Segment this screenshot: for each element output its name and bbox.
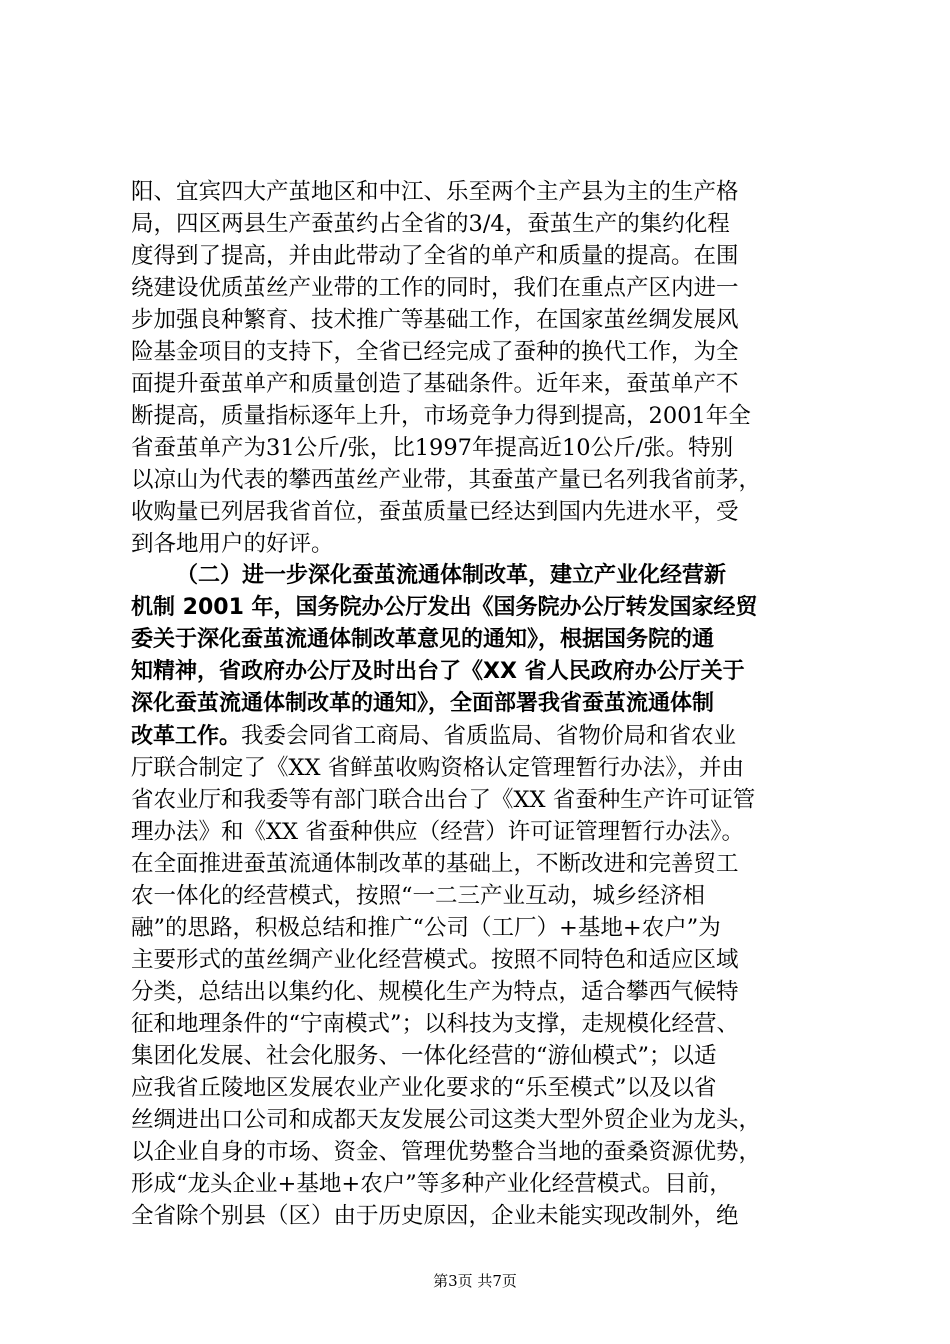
text-line: 省农业厅和我委等有部门联合出台了《XX 省蚕种生产许可证管 bbox=[131, 787, 756, 813]
text-line: 分类，总结出以集约化、规模化生产为特点，适合攀西气候特 bbox=[131, 979, 739, 1005]
text-line: 集团化发展、社会化服务、一体化经营的“游仙模式”；以适 bbox=[131, 1043, 717, 1069]
page-number: 第3页 共7页 bbox=[433, 1272, 517, 1290]
section-heading-line: （二）进一步深化蚕茧流通体制改革，建立产业化经营新 bbox=[176, 563, 727, 588]
text-line: 以企业自身的市场、资金、管理优势整合当地的蚕桑资源优势， bbox=[131, 1139, 762, 1165]
text-line: 农一体化的经营模式，按照“一二三产业互动，城乡经济相 bbox=[131, 883, 706, 909]
text-line: 步加强良种繁育、技术推广等基础工作，在国家茧丝绸发展风 bbox=[131, 307, 739, 333]
text-line: 省蚕茧单产为31公斤/张，比1997年提高近10公斤/张。特别 bbox=[131, 435, 734, 461]
text-line: 形成“龙头企业+基地+农户”等多种产业化经营模式。目前， bbox=[131, 1171, 732, 1197]
bold-text-line: 知精神，省政府办公厅及时出台了《XX 省人民政府办公厅关于 bbox=[131, 659, 745, 684]
page-footer bbox=[0, 1270, 950, 1291]
paragraph-2 bbox=[131, 560, 825, 1232]
text-line: 应我省丘陵地区发展农业产业化要求的“乐至模式”以及以省 bbox=[131, 1075, 717, 1101]
text-line: 理办法》和《XX 省蚕种供应（经营）许可证管理暂行办法》。 bbox=[131, 819, 744, 845]
text-line: 全省除个别县（区）由于历史原因，企业未能实现改制外，绝 bbox=[131, 1203, 739, 1229]
text-line: 到各地用户的好评。 bbox=[131, 531, 334, 557]
bold-fragment: 改革工作。 bbox=[131, 724, 242, 749]
text-line: 阳、宜宾四大产茧地区和中江、乐至两个主产县为主的生产格 bbox=[131, 179, 739, 205]
normal-fragment: 我委会同省工商局、省质监局、省物价局和省农业 bbox=[241, 723, 737, 749]
text-line: 面提升蚕茧单产和质量创造了基础条件。近年来，蚕茧单产不 bbox=[131, 371, 739, 397]
bold-text-line: 委关于深化蚕茧流通体制改革意见的通知》，根据国务院的通 bbox=[131, 627, 715, 652]
text-line: 局，四区两县生产蚕茧约占全省的3/4，蚕茧生产的集约化程 bbox=[131, 211, 730, 237]
text-line: 以凉山为代表的攀西茧丝产业带，其蚕茧产量已名列我省前茅， bbox=[131, 467, 762, 493]
text-line: 在全面推进蚕茧流通体制改革的基础上，不断改进和完善贸工 bbox=[131, 851, 739, 877]
body-text bbox=[131, 176, 825, 1232]
bold-text-line: 机制 2001 年，国务院办公厅发出《国务院办公厅转发国家经贸 bbox=[131, 595, 758, 620]
text-line: 融”的思路，积极总结和推广“公司（工厂）+基地+农户”为 bbox=[131, 915, 721, 941]
text-line: 绕建设优质茧丝产业带的工作的同时，我们在重点产区内进一 bbox=[131, 275, 739, 301]
text-line: 丝绸进出口公司和成都天友发展公司这类大型外贸企业为龙头， bbox=[131, 1107, 762, 1133]
bold-text-line: 深化蚕茧流通体制改革的通知》，全面部署我省蚕茧流通体制 bbox=[131, 691, 715, 716]
text-line: 厅联合制定了《XX 省鲜茧收购资格认定管理暂行办法》，并由 bbox=[131, 755, 744, 781]
paragraph-1 bbox=[131, 176, 825, 560]
text-line: 险基金项目的支持下，全省已经完成了蚕种的换代工作，为全 bbox=[131, 339, 739, 365]
text-line: 收购量已列居我省首位，蚕茧质量已经达到国内先进水平，受 bbox=[131, 499, 739, 525]
text-line: 征和地理条件的“宁南模式”；以科技为支撑，走规模化经营、 bbox=[131, 1011, 740, 1037]
text-line: 度得到了提高，并由此带动了全省的单产和质量的提高。在围 bbox=[131, 243, 739, 269]
mixed-text-line bbox=[131, 720, 825, 752]
text-line: 主要形式的茧丝绸产业化经营模式。按照不同特色和适应区域 bbox=[131, 947, 739, 973]
text-line: 断提高，质量指标逐年上升，市场竞争力得到提高，2001年全 bbox=[131, 403, 751, 429]
